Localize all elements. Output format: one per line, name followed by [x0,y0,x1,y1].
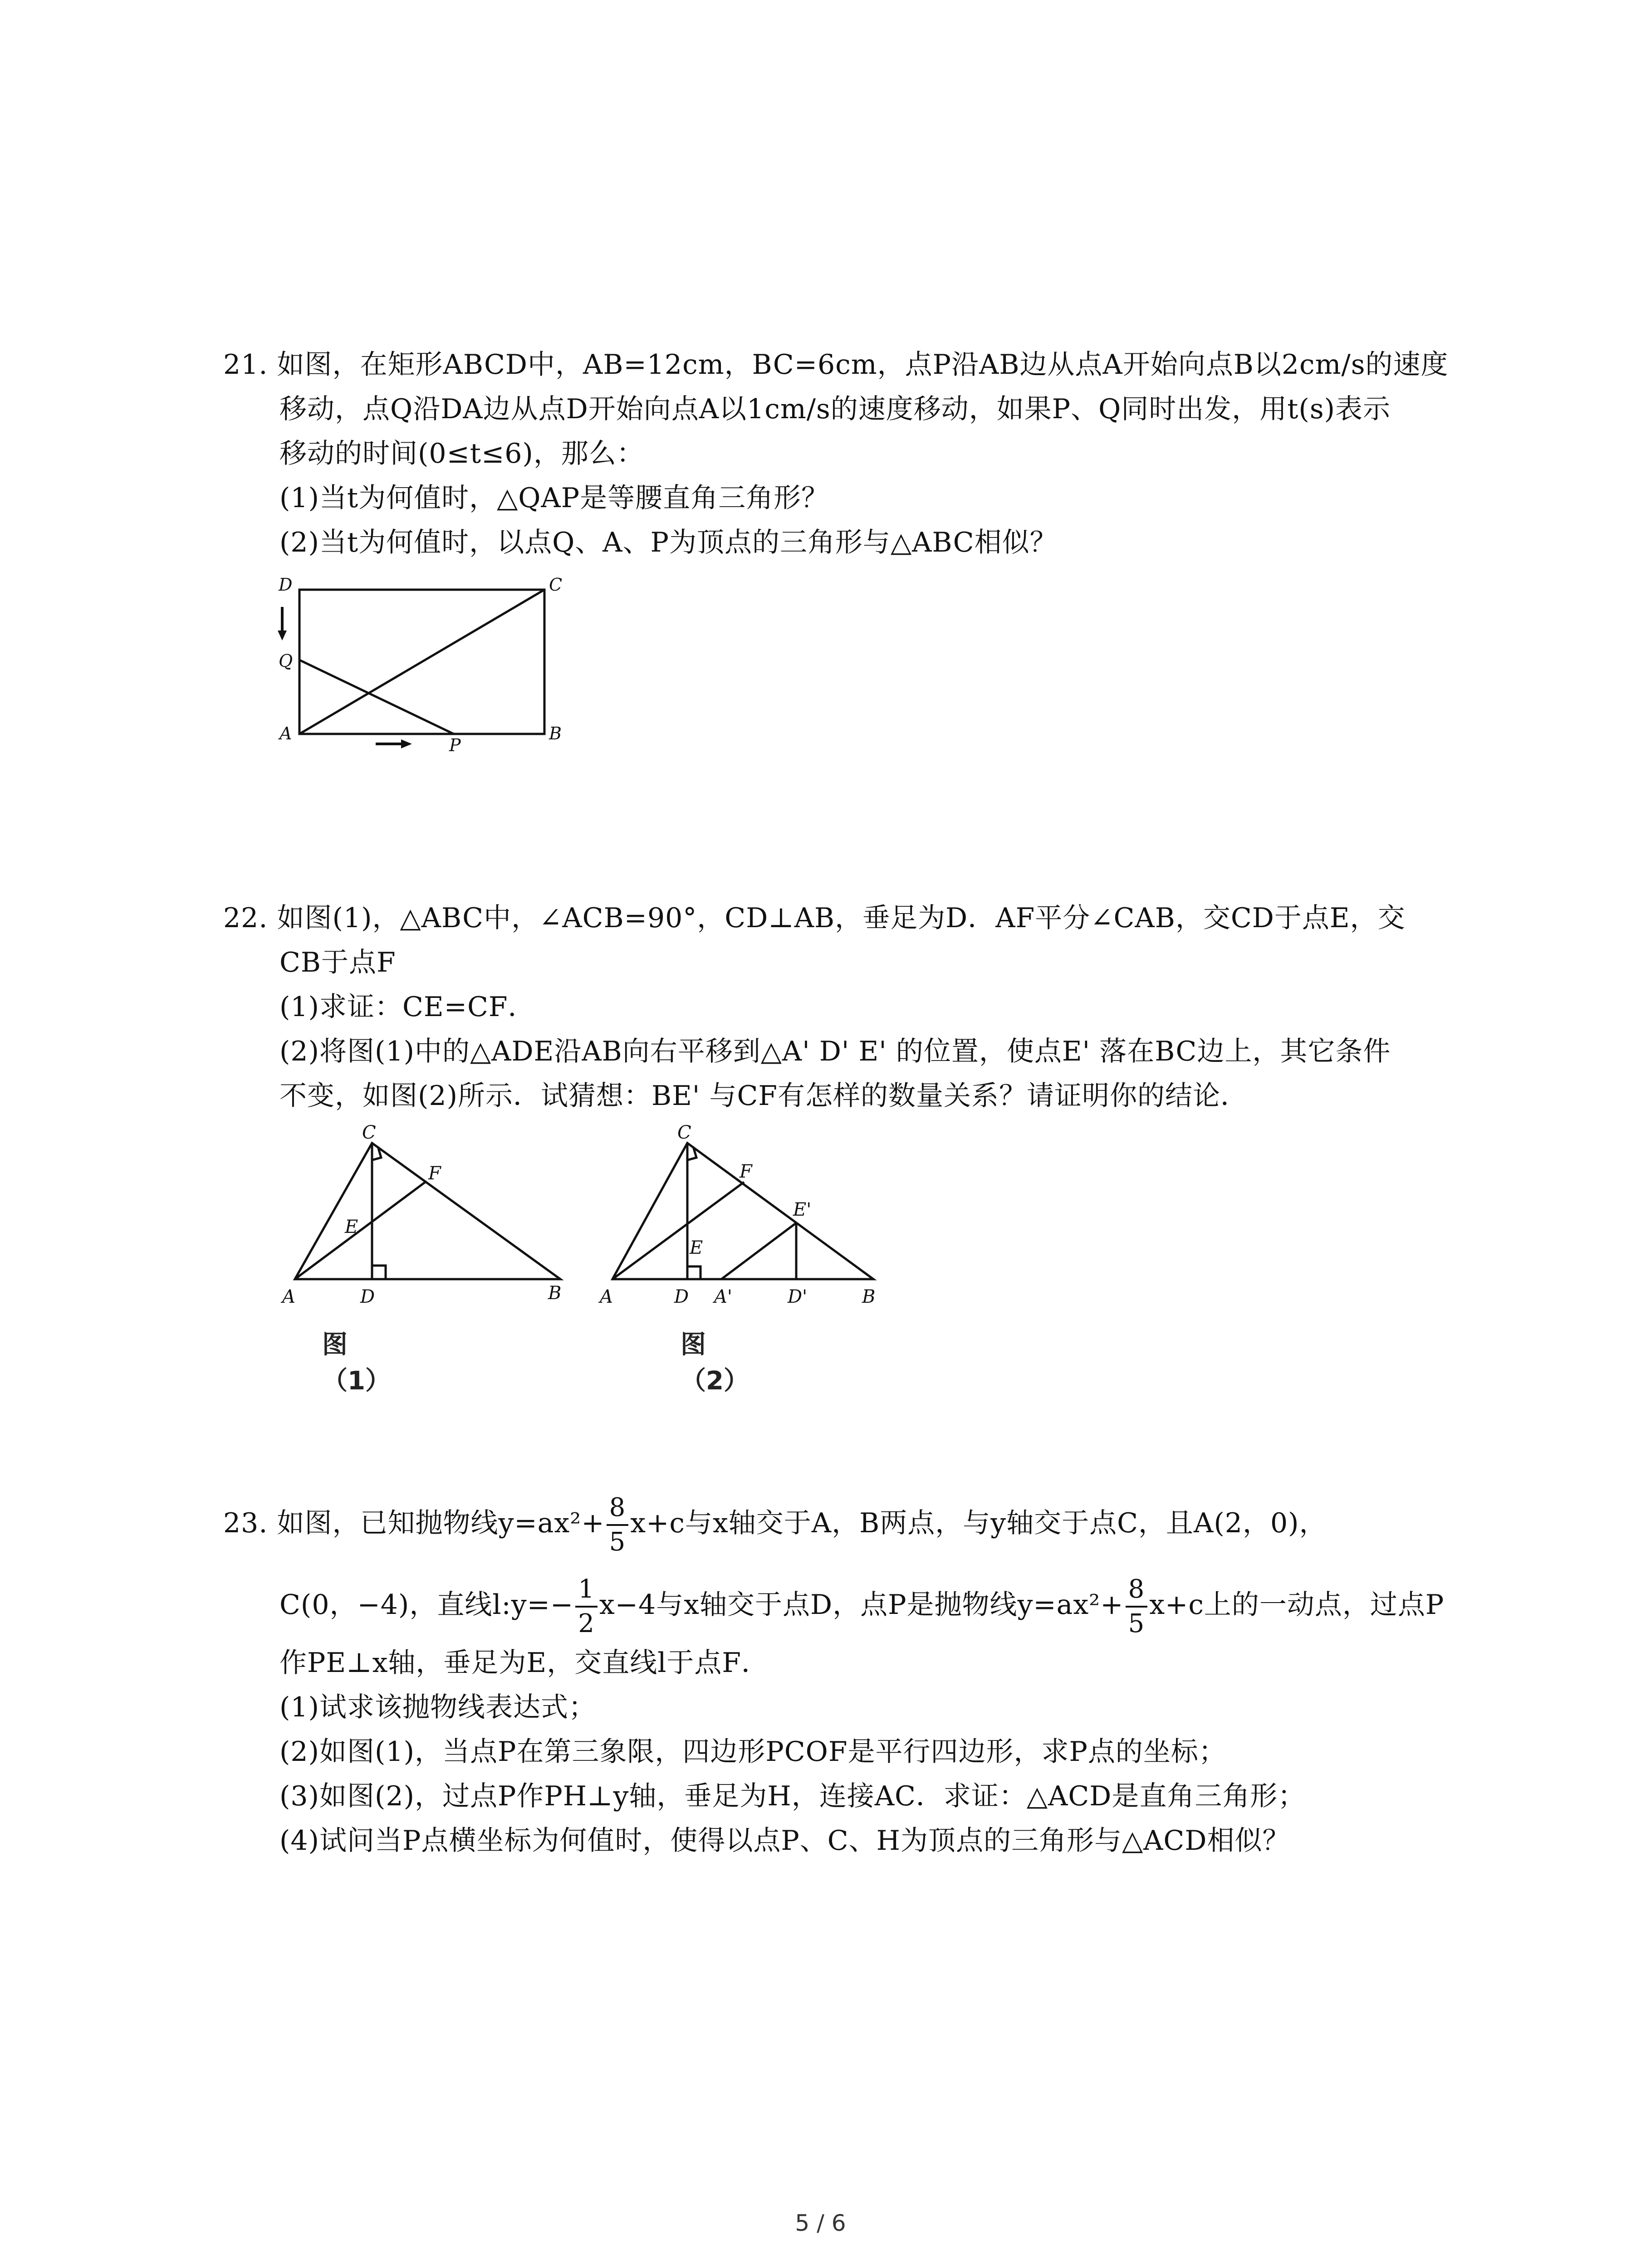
q22-figure-2 [590,1125,898,1315]
q22-part-1: (1)求证：CE=CF． [279,991,536,1023]
fig2-label-E: E [690,1237,703,1258]
q23-line-1-post: x+c与x轴交于A，B两点，与y轴交于点C，且A(2，0)， [630,1507,1327,1539]
q21-label-P: P [449,735,461,753]
fig1-label-C: C [362,1125,376,1143]
fig2-label-E-prime: E' [793,1199,812,1220]
fraction-denominator: 5 [1128,1609,1145,1639]
q21-line-1: 21. 如图，在矩形ABCD中，AB=12cm，BC=6cm，点P沿AB边从点A开始向点B以2cm/s的速度 [223,349,1449,381]
q21-rectangle-figure [272,572,590,753]
fraction-numerator: 1 [575,1577,598,1608]
q22-line-5: 不变，如图(2)所示．试猜想：BE' 与CF有怎样的数量关系？请证明你的结论． [279,1080,1248,1112]
q22-figure-1 [272,1125,581,1315]
fraction-8-5 [1126,1574,1148,1639]
q21-label-A: A [279,723,292,743]
q23-part-1: (1)试求该抛物线表达式； [279,1691,596,1723]
q22-line-2: CB于点F [279,947,396,978]
q21-line-2: 移动，点Q沿DA边从点D开始向点A以1cm/s的速度移动，如果P、Q同时出发，用t(s)表示 [279,393,1391,425]
q21-label-Q: Q [279,651,293,671]
q22-figure-1-caption: 图（1） [322,1330,391,1396]
page-number: 5 / 6 [795,2210,846,2236]
fig1-label-E: E [345,1217,358,1237]
q23-line-2 [279,1564,1444,1646]
q23-line-1-pre: 23. 如图，已知抛物线y=ax²+ [223,1507,605,1539]
q23-line-2-post: x+c上的一动点，过点P [1149,1589,1445,1621]
q23-line-2-pre: C(0，−4)，直线l:y=− [279,1589,574,1621]
fig1-label-B: B [548,1283,562,1304]
fig2-label-A: A [600,1286,613,1307]
q23-line-1 [223,1482,1327,1564]
q22-figure-2-caption: 图（2） [681,1330,749,1396]
q21-label-D: D [279,575,293,595]
fraction-denominator: 2 [578,1609,595,1639]
fig1-label-D: D [360,1286,375,1307]
fraction-8-5 [607,1495,629,1555]
fig2-label-D: D [674,1286,689,1307]
fig2-label-A-prime: A' [714,1286,732,1307]
fig2-label-B: B [862,1286,876,1307]
q21-part-1: (1)当t为何值时，△QAP是等腰直角三角形？ [279,482,829,514]
fraction-1-2 [575,1574,598,1639]
fraction-denominator: 5 [609,1527,626,1557]
q23-line-2-mid: x−4与x轴交于点D，点P是抛物线y=ax²+ [599,1589,1124,1621]
q22-line-1: 22. 如图(1)，△ABC中，∠ACB=90°，CD⊥AB，垂足为D．AF平分∠CAB，交CD于点E，交 [223,902,1406,934]
q23-part-4: (4)试问当P点横坐标为何值时，使得以点P、C、H为顶点的三角形与△ACD相似？ [279,1825,1290,1857]
fig2-label-C: C [677,1125,691,1143]
q21-line-3: 移动的时间(0≤t≤6)，那么： [279,438,644,469]
q21-label-B: B [549,723,562,743]
fig1-label-F: F [428,1163,441,1184]
q23-part-2: (2)如图(1)，当点P在第三象限，四边形PCOF是平行四边形，求P点的坐标； [279,1736,1226,1768]
fig2-label-F: F [740,1161,752,1182]
fig1-label-A: A [282,1286,295,1307]
q22-part-2: (2)将图(1)中的△ADE沿AB向右平移到△A' D' E' 的位置，使点E' 落在BC边上，其它条件 [279,1036,1391,1067]
q21-part-2: (2)当t为何值时，以点Q、A、P为顶点的三角形与△ABC相似？ [279,527,1058,558]
q21-label-C: C [549,575,563,595]
q23-part-3: (3)如图(2)，过点P作PH⊥y轴，垂足为H，连接AC．求证：△ACD是直角三角形； [279,1780,1306,1812]
fig2-label-D-prime: D' [788,1286,808,1307]
fraction-numerator: 8 [1126,1577,1148,1608]
fraction-numerator: 8 [607,1495,629,1526]
q23-line-3: 作PE⊥x轴，垂足为E，交直线l于点F． [279,1647,769,1679]
